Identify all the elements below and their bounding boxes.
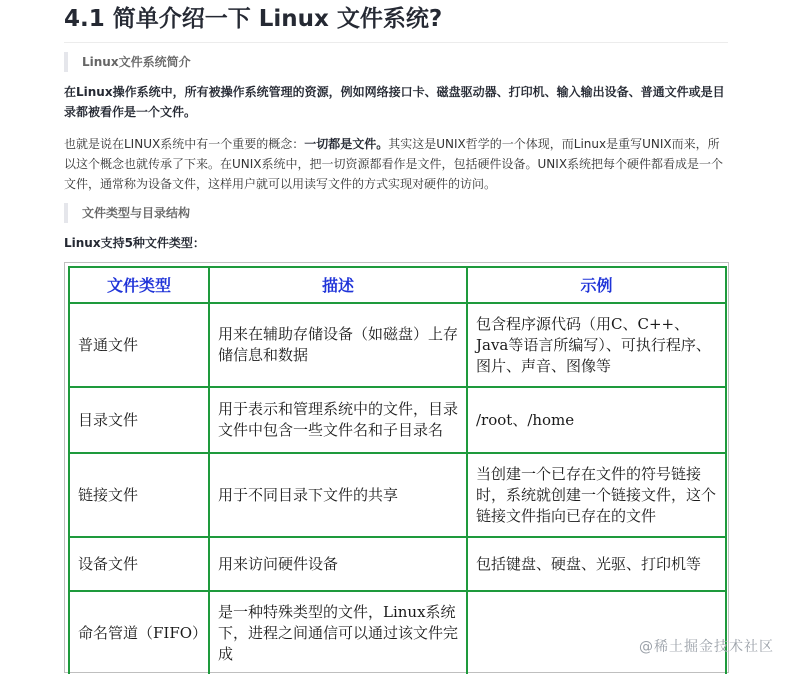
table-row — [69, 453, 726, 537]
section-heading-linux-fs-intro: Linux文件系统简介 — [64, 52, 191, 72]
para-prefix: 也就是说在LINUX系统中有一个重要的概念： — [64, 137, 305, 151]
file-types-table — [68, 266, 727, 674]
cell-type: 设备文件 — [69, 537, 209, 591]
cell-type: 目录文件 — [69, 387, 209, 453]
table-row — [69, 591, 726, 674]
cell-type: 命名管道（FIFO） — [69, 591, 209, 674]
everything-is-file-paragraph — [64, 134, 728, 194]
cell-desc: 是一种特殊类型的文件，Linux系统下，进程之间通信可以通过该文件完成 — [209, 591, 467, 674]
cell-type: 链接文件 — [69, 453, 209, 537]
cell-desc: 用来访问硬件设备 — [209, 537, 467, 591]
article-title: 4.1 简单介绍一下 Linux 文件系统? — [64, 2, 728, 43]
cell-desc: 用于不同目录下文件的共享 — [209, 453, 467, 537]
section-heading-file-types: 文件类型与目录结构 — [64, 203, 190, 223]
header-description: 描述 — [209, 267, 467, 303]
table-intro-text: Linux支持5种文件类型： — [64, 236, 205, 250]
table-row — [69, 537, 726, 591]
cell-desc: 用来在辅助存储设备（如磁盘）上存储信息和数据 — [209, 303, 467, 387]
cell-example: 当创建一个已存在文件的符号链接时，系统就创建一个链接文件，这个链接文件指向已存在的文件 — [467, 453, 726, 537]
cell-desc: 用于表示和管理系统中的文件，目录文件中包含一些文件名和子目录名 — [209, 387, 467, 453]
watermark-text: @稀土掘金技术社区 — [639, 639, 774, 655]
table-header-row — [69, 267, 726, 303]
intro-bold-paragraph: 在Linux操作系统中，所有被操作系统管理的资源，例如网络接口卡、磁盘驱动器、打印机、输入输出设备、普通文件或是目录都被看作是一个文件。 — [64, 85, 725, 119]
table-row — [69, 387, 726, 453]
para-emphasis: 一切都是文件。 — [304, 137, 389, 151]
header-example: 示例 — [467, 267, 726, 303]
cell-example: 包括键盘、硬盘、光驱、打印机等 — [467, 537, 726, 591]
cell-type: 普通文件 — [69, 303, 209, 387]
table-row — [69, 303, 726, 387]
header-file-type: 文件类型 — [69, 267, 209, 303]
cell-example: 包含程序源代码（用C、C++、Java等语言所编写）、可执行程序、图片、声音、图像等 — [467, 303, 726, 387]
para-rest: 其实这是UNIX哲学的一个体现，而Linux是重写UNIX而来，所以这个概念也就传承了下来。在UNIX系统中，把一切资源都看作是文件，包括硬件设备。UNIX系统把每个硬件都看成是一个文件，通常称为设备文件，这样用户就可以用读写文件的方式实现对硬件的访问。 — [64, 137, 724, 191]
cell-example — [467, 591, 726, 674]
file-types-table-image — [64, 262, 729, 673]
cell-example: /root、/home — [467, 387, 726, 453]
